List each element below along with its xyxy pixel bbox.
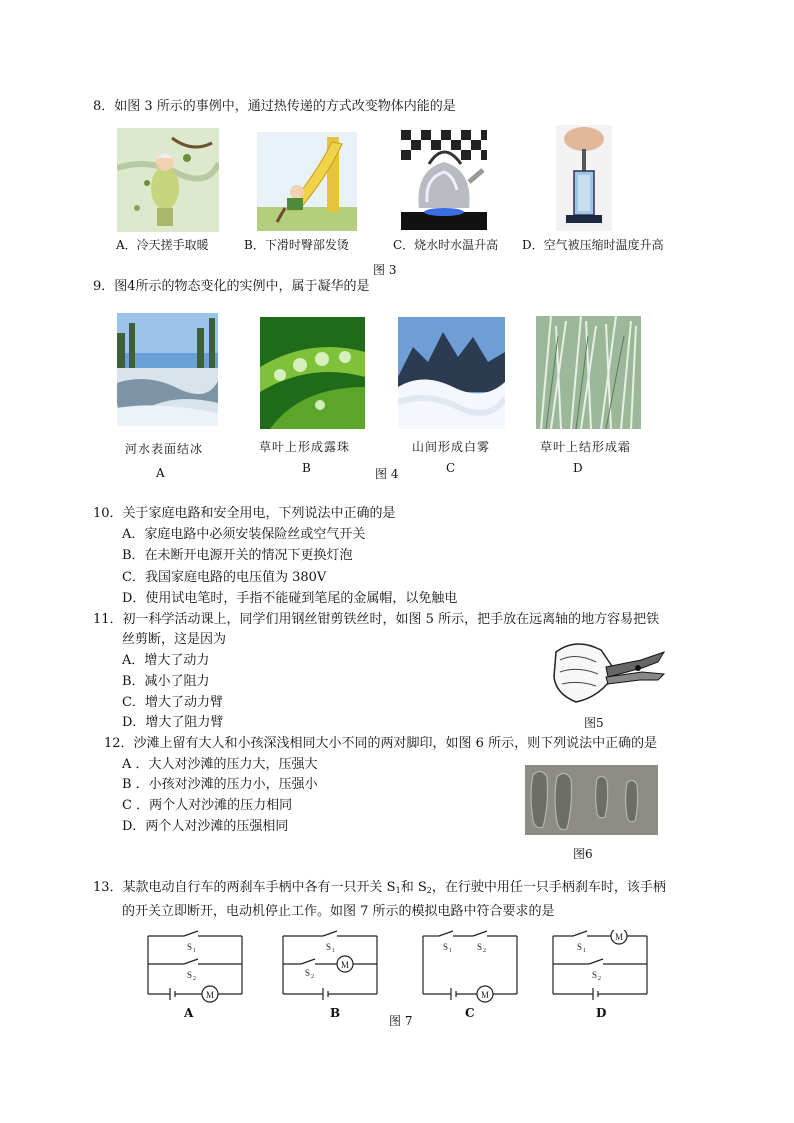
svg-text:2: 2 bbox=[598, 976, 601, 982]
svg-text:S: S bbox=[326, 942, 332, 952]
q12-option-b: B ．小孩对沙滩的压力小，压强小 bbox=[122, 777, 318, 792]
q13-sub-2: 2 bbox=[426, 886, 432, 895]
q13-label-b: B bbox=[330, 1006, 341, 1020]
q12-option-d: D．两个人对沙滩的压强相同 bbox=[122, 819, 289, 834]
q13-line1-part-b: 和 S bbox=[400, 880, 427, 895]
svg-text:1: 1 bbox=[583, 948, 586, 954]
svg-text:S: S bbox=[477, 942, 483, 952]
q11-figure-caption: 图5 bbox=[584, 716, 604, 730]
q10-question: 10．关于家庭电路和安全用电，下列说法中正确的是 bbox=[93, 506, 396, 521]
svg-text:S: S bbox=[187, 942, 193, 952]
svg-text:M: M bbox=[206, 990, 215, 1000]
svg-text:1: 1 bbox=[332, 948, 335, 954]
q9-image-c-fog bbox=[398, 317, 505, 429]
q13-question-line2: 的开关立即断开，电动机停止工作。如图 7 所示的模拟电路中符合要求的是 bbox=[122, 904, 555, 919]
q8-option-c: C．烧水时水温升高 bbox=[393, 238, 499, 252]
svg-text:2: 2 bbox=[483, 948, 486, 954]
q9-letter-c: C bbox=[446, 461, 456, 475]
q13-circuit-a bbox=[140, 930, 250, 1010]
q11-option-c: C．增大了动力臂 bbox=[122, 695, 223, 710]
q12-figure-caption: 图6 bbox=[573, 847, 593, 861]
q13-figure-caption: 图 7 bbox=[389, 1014, 413, 1028]
q10-option-c: C．我国家庭电路的电压值为 380V bbox=[122, 570, 327, 585]
q12-option-a: A ．大人对沙滩的压力大，压强大 bbox=[122, 757, 318, 772]
q12-image-footprints bbox=[525, 765, 658, 835]
q8-image-c-kettle bbox=[401, 130, 487, 230]
q13-question-line1 bbox=[93, 879, 666, 900]
q13-label-a: A bbox=[184, 1006, 194, 1020]
q10-option-d: D．使用试电笔时，手指不能碰到笔尾的金属帽，以免触电 bbox=[122, 591, 458, 606]
q8-image-b-slide bbox=[257, 132, 357, 231]
q12-option-c: C ．两个人对沙滩的压力相同 bbox=[122, 798, 293, 813]
svg-text:S: S bbox=[577, 942, 583, 952]
q13-label-d: D bbox=[596, 1006, 607, 1020]
svg-text:1: 1 bbox=[193, 948, 196, 954]
q11-option-b: B．减小了阻力 bbox=[122, 674, 210, 689]
svg-text:1: 1 bbox=[449, 948, 452, 954]
q10-option-a: A．家庭电路中必须安装保险丝或空气开关 bbox=[122, 527, 366, 542]
q9-figure-caption: 图 4 bbox=[375, 467, 399, 481]
q11-question-line1: 11．初一科学活动课上，同学们用钢丝钳剪铁丝时，如图 5 所示，把手放在远离轴的地方容易把铁 bbox=[93, 612, 660, 627]
svg-text:2: 2 bbox=[311, 974, 314, 980]
q13-line1-part-c: ，在行驶中用任一只手柄刹车时，该手柄 bbox=[431, 880, 666, 895]
q9-letter-b: B bbox=[302, 461, 311, 475]
q13-label-c: C bbox=[465, 1006, 475, 1020]
q9-image-a-river-ice bbox=[117, 313, 218, 426]
svg-text:M: M bbox=[481, 990, 490, 1000]
q10-option-b: B．在未断开电源开关的情况下更换灯泡 bbox=[122, 548, 353, 563]
q8-option-a: A．冷天搓手取暖 bbox=[116, 238, 209, 252]
svg-text:M: M bbox=[341, 960, 350, 970]
q9-caption-c: 山间形成白雾 bbox=[412, 440, 491, 454]
svg-text:S: S bbox=[187, 970, 193, 980]
q8-image-d-pump bbox=[556, 125, 612, 231]
svg-text:M: M bbox=[615, 932, 624, 942]
q9-caption-a: 河水表面结冰 bbox=[125, 442, 204, 456]
q9-question: 9．图4所示的物态变化的实例中，属于凝华的是 bbox=[93, 279, 370, 294]
q11-option-a: A．增大了动力 bbox=[122, 653, 210, 668]
q8-question: 8．如图 3 所示的事例中，通过热传递的方式改变物体内能的是 bbox=[93, 99, 456, 114]
q9-caption-d: 草叶上结形成霜 bbox=[540, 440, 632, 454]
svg-text:S: S bbox=[305, 968, 311, 978]
q13-circuit-d bbox=[545, 930, 655, 1010]
q8-figure-caption: 图 3 bbox=[373, 263, 397, 277]
q9-letter-a: A bbox=[156, 466, 165, 480]
q12-question: 12．沙滩上留有大人和小孩深浅相同大小不同的两对脚印，如图 6 所示，则下列说法中正确的是 bbox=[104, 736, 658, 751]
q9-image-d-frost bbox=[536, 316, 641, 429]
q9-caption-b: 草叶上形成露珠 bbox=[259, 440, 351, 454]
q9-image-b-dew bbox=[260, 317, 365, 429]
q11-option-d: D．增大了阻力臂 bbox=[122, 715, 224, 730]
q9-letter-d: D bbox=[573, 461, 583, 475]
q13-circuit-b bbox=[275, 930, 385, 1010]
q8-option-b: B．下滑时臀部发烫 bbox=[244, 238, 349, 252]
svg-text:2: 2 bbox=[193, 976, 196, 982]
q11-image-pliers bbox=[546, 632, 670, 712]
svg-text:S: S bbox=[592, 970, 598, 980]
q8-option-d: D．空气被压缩时温度升高 bbox=[522, 238, 664, 252]
q11-question-line2: 丝剪断，这是因为 bbox=[122, 632, 227, 647]
q8-image-a-rubbing-hands bbox=[117, 128, 219, 232]
q13-line1-part-a: 13．某款电动自行车的两刹车手柄中各有一只开关 S bbox=[93, 880, 396, 895]
q13-sub-1: 1 bbox=[395, 886, 401, 895]
q13-circuit-c bbox=[415, 930, 525, 1010]
svg-text:S: S bbox=[443, 942, 449, 952]
